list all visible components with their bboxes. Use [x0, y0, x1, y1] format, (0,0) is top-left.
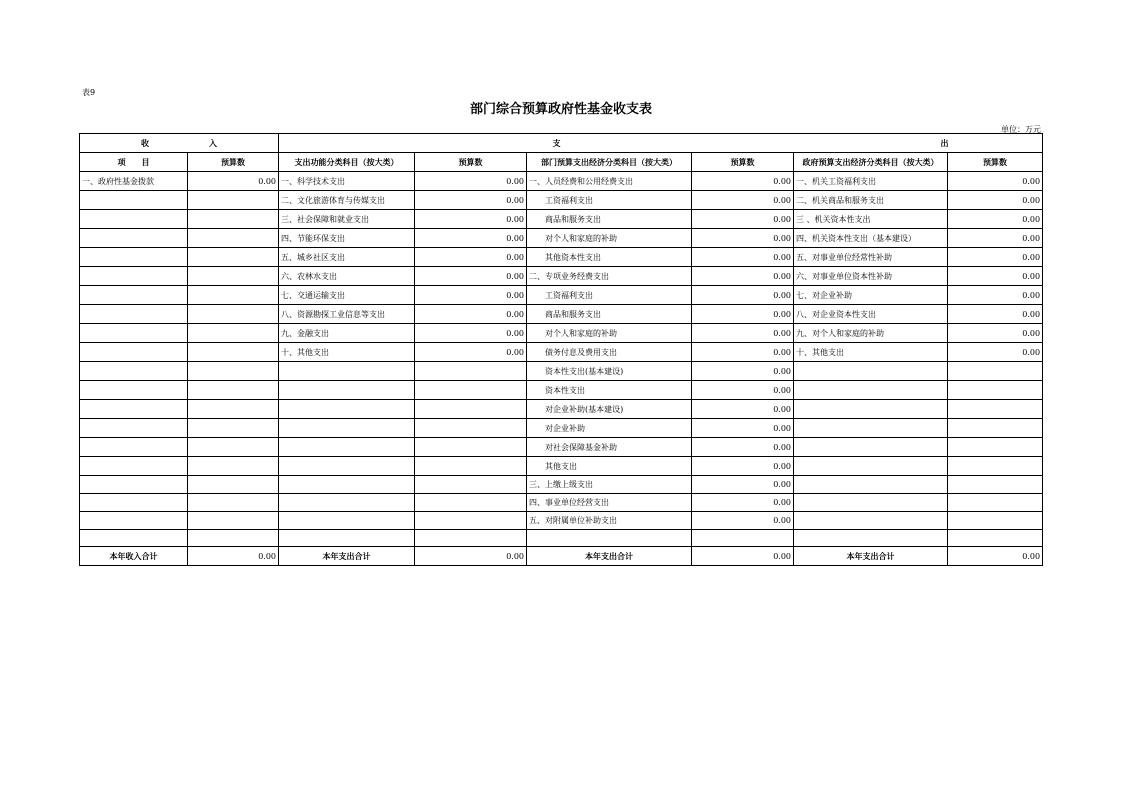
income-item	[80, 494, 188, 512]
dept-budget: 0.00	[692, 191, 794, 210]
func-class-item: 九、金融支出	[279, 324, 415, 343]
dept-budget: 0.00	[692, 438, 794, 457]
func-class-item	[279, 381, 415, 400]
table-row	[80, 172, 1043, 191]
table-row	[80, 324, 1043, 343]
income-item	[80, 381, 188, 400]
dept-econ-item: 对个人和家庭的补助	[527, 229, 692, 248]
totals-row	[80, 547, 1043, 566]
func-budget: 0.00	[415, 172, 527, 191]
dept-econ-item: 资本性支出(基本建设)	[527, 362, 692, 381]
table-row	[80, 286, 1043, 305]
dept-econ-item	[527, 530, 692, 547]
income-budget	[188, 530, 279, 547]
func-budget: 0.00	[415, 248, 527, 267]
gov-total-label: 本年支出合计	[794, 547, 948, 566]
income-budget	[188, 512, 279, 530]
income-item	[80, 362, 188, 381]
income-budget	[188, 457, 279, 476]
dept-econ-item: 债务付息及费用支出	[527, 343, 692, 362]
gov-budget: 0.00	[948, 343, 1043, 362]
func-class-item: 五、城乡社区支出	[279, 248, 415, 267]
func-budget	[415, 512, 527, 530]
dept-budget: 0.00	[692, 267, 794, 286]
income-budget	[188, 286, 279, 305]
income-budget: 0.00	[188, 172, 279, 191]
income-item	[80, 343, 188, 362]
income-item	[80, 324, 188, 343]
func-class-item: 八、资源勘探工业信息等支出	[279, 305, 415, 324]
table-row	[80, 267, 1043, 286]
func-class-item: 七、交通运输支出	[279, 286, 415, 305]
budget-table	[79, 133, 1043, 566]
dept-econ-item: 商品和服务支出	[527, 210, 692, 229]
income-item	[80, 419, 188, 438]
func-budget	[415, 381, 527, 400]
table-row	[80, 419, 1043, 438]
income-item	[80, 286, 188, 305]
func-budget	[415, 419, 527, 438]
income-item	[80, 400, 188, 419]
table-row	[80, 438, 1043, 457]
gov-budget: 0.00	[948, 286, 1043, 305]
income-item	[80, 512, 188, 530]
income-budget	[188, 476, 279, 494]
gov-econ-item	[794, 400, 948, 419]
func-class-item: 二、文化旅游体育与传媒支出	[279, 191, 415, 210]
func-budget: 0.00	[415, 229, 527, 248]
gov-budget: 0.00	[948, 248, 1043, 267]
income-budget	[188, 305, 279, 324]
dept-econ-item: 五、对附属单位补助支出	[527, 512, 692, 530]
gov-budget: 0.00	[948, 324, 1043, 343]
func-class-item	[279, 438, 415, 457]
func-class-item	[279, 400, 415, 419]
gov-econ-item: 六、对事业单位资本性补助	[794, 267, 948, 286]
gov-econ-item: 十、其他支出	[794, 343, 948, 362]
gov-econ-item: 二、机关商品和服务支出	[794, 191, 948, 210]
income-item	[80, 476, 188, 494]
gov-total-value: 0.00	[948, 547, 1043, 566]
col-gov-budget-header: 预算数	[948, 153, 1043, 172]
income-item	[80, 191, 188, 210]
table-row	[80, 343, 1043, 362]
dept-econ-item: 四、事业单位经营支出	[527, 494, 692, 512]
func-total-value: 0.00	[415, 547, 527, 566]
gov-econ-item	[794, 362, 948, 381]
func-budget: 0.00	[415, 324, 527, 343]
gov-budget	[948, 512, 1043, 530]
gov-budget	[948, 400, 1043, 419]
income-group-header	[80, 134, 279, 153]
gov-budget	[948, 438, 1043, 457]
dept-budget: 0.00	[692, 494, 794, 512]
col-project-header: 项 目	[80, 153, 188, 172]
gov-econ-item: 八、对企业资本性支出	[794, 305, 948, 324]
expense-group-header	[279, 134, 1043, 153]
income-item	[80, 248, 188, 267]
table-number: 表9	[82, 88, 96, 97]
dept-econ-item: 资本性支出	[527, 381, 692, 400]
gov-econ-item: 五、对事业单位经常性补助	[794, 248, 948, 267]
func-total-label: 本年支出合计	[279, 547, 415, 566]
gov-econ-item	[794, 381, 948, 400]
dept-econ-item: 商品和服务支出	[527, 305, 692, 324]
table-row	[80, 210, 1043, 229]
income-item	[80, 457, 188, 476]
gov-budget	[948, 476, 1043, 494]
table-row	[80, 512, 1043, 530]
table-row	[80, 248, 1043, 267]
gov-econ-item	[794, 476, 948, 494]
func-budget	[415, 438, 527, 457]
dept-econ-item: 对社会保障基金补助	[527, 438, 692, 457]
dept-budget: 0.00	[692, 286, 794, 305]
func-budget	[415, 530, 527, 547]
gov-econ-item: 七、对企业补助	[794, 286, 948, 305]
func-budget	[415, 476, 527, 494]
income-budget	[188, 419, 279, 438]
dept-econ-item: 对企业补助	[527, 419, 692, 438]
dept-budget: 0.00	[692, 324, 794, 343]
expense-char-1: 支	[552, 138, 561, 148]
table-row	[80, 362, 1043, 381]
gov-econ-item: 九、对个人和家庭的补助	[794, 324, 948, 343]
gov-budget: 0.00	[948, 172, 1043, 191]
income-budget	[188, 438, 279, 457]
dept-econ-item: 其他资本性支出	[527, 248, 692, 267]
func-class-item	[279, 494, 415, 512]
gov-budget	[948, 419, 1043, 438]
gov-econ-item	[794, 494, 948, 512]
gov-budget	[948, 381, 1043, 400]
table-row	[80, 530, 1043, 547]
gov-econ-item: 一、机关工资福利支出	[794, 172, 948, 191]
dept-budget: 0.00	[692, 229, 794, 248]
dept-total-label: 本年支出合计	[527, 547, 692, 566]
income-item: 一、政府性基金拨款	[80, 172, 188, 191]
gov-budget	[948, 362, 1043, 381]
table-row	[80, 305, 1043, 324]
func-class-item: 十、其他支出	[279, 343, 415, 362]
dept-budget: 0.00	[692, 248, 794, 267]
table-row	[80, 494, 1043, 512]
income-item	[80, 305, 188, 324]
table-row	[80, 457, 1043, 476]
expense-char-2: 出	[940, 138, 949, 148]
dept-budget: 0.00	[692, 362, 794, 381]
dept-econ-item: 工资福利支出	[527, 191, 692, 210]
gov-econ-item	[794, 419, 948, 438]
income-char-2: 入	[209, 138, 217, 148]
income-total-label: 本年收入合计	[80, 547, 188, 566]
gov-budget: 0.00	[948, 267, 1043, 286]
func-budget	[415, 362, 527, 381]
func-class-item: 一、科学技术支出	[279, 172, 415, 191]
income-budget	[188, 210, 279, 229]
page-title: 部门综合预算政府性基金收支表	[469, 102, 652, 117]
dept-econ-item: 对企业补助(基本建设)	[527, 400, 692, 419]
table-row	[80, 191, 1043, 210]
gov-budget	[948, 494, 1043, 512]
col-gov-econ-header: 政府预算支出经济分类科目（按大类）	[794, 153, 948, 172]
income-total-value: 0.00	[188, 547, 279, 566]
dept-econ-item: 一、人员经费和公用经费支出	[527, 172, 692, 191]
func-class-item	[279, 362, 415, 381]
income-budget	[188, 362, 279, 381]
income-item	[80, 229, 188, 248]
func-class-item: 四、节能环保支出	[279, 229, 415, 248]
func-class-item	[279, 457, 415, 476]
func-class-item	[279, 419, 415, 438]
dept-total-value: 0.00	[692, 547, 794, 566]
col-dept-econ-header: 部门预算支出经济分类科目（按大类）	[527, 153, 692, 172]
dept-econ-item: 对个人和家庭的补助	[527, 324, 692, 343]
func-budget: 0.00	[415, 343, 527, 362]
func-budget: 0.00	[415, 210, 527, 229]
col-income-budget-header: 预算数	[188, 153, 279, 172]
gov-econ-item	[794, 457, 948, 476]
unit-label: 单位：万元	[1001, 125, 1041, 134]
income-budget	[188, 248, 279, 267]
income-item	[80, 530, 188, 547]
dept-budget: 0.00	[692, 512, 794, 530]
dept-budget: 0.00	[692, 476, 794, 494]
func-class-item: 三、社会保障和就业支出	[279, 210, 415, 229]
gov-econ-item	[794, 512, 948, 530]
income-item	[80, 267, 188, 286]
income-budget	[188, 400, 279, 419]
gov-econ-item	[794, 438, 948, 457]
gov-econ-item	[794, 530, 948, 547]
dept-budget: 0.00	[692, 172, 794, 191]
func-budget: 0.00	[415, 286, 527, 305]
income-budget	[188, 343, 279, 362]
income-char-1: 收	[141, 138, 149, 148]
dept-budget: 0.00	[692, 210, 794, 229]
func-budget	[415, 400, 527, 419]
table-row	[80, 476, 1043, 494]
dept-econ-item: 其他支出	[527, 457, 692, 476]
gov-econ-item: 四、机关资本性支出（基本建设）	[794, 229, 948, 248]
gov-budget	[948, 530, 1043, 547]
func-budget: 0.00	[415, 267, 527, 286]
gov-budget: 0.00	[948, 229, 1043, 248]
table-row	[80, 229, 1043, 248]
gov-budget: 0.00	[948, 191, 1043, 210]
income-item	[80, 210, 188, 229]
table-row	[80, 400, 1043, 419]
dept-budget: 0.00	[692, 381, 794, 400]
dept-econ-item: 二、专项业务经费支出	[527, 267, 692, 286]
income-budget	[188, 229, 279, 248]
func-budget: 0.00	[415, 191, 527, 210]
gov-budget: 0.00	[948, 210, 1043, 229]
func-budget: 0.00	[415, 305, 527, 324]
col-func-budget-header: 预算数	[415, 153, 527, 172]
dept-budget: 0.00	[692, 419, 794, 438]
income-budget	[188, 191, 279, 210]
col-dept-budget-header: 预算数	[692, 153, 794, 172]
income-budget	[188, 381, 279, 400]
income-item	[80, 438, 188, 457]
func-budget	[415, 494, 527, 512]
dept-budget: 0.00	[692, 400, 794, 419]
func-class-item	[279, 530, 415, 547]
income-budget	[188, 267, 279, 286]
func-class-item	[279, 512, 415, 530]
func-class-item: 六、农林水支出	[279, 267, 415, 286]
dept-budget: 0.00	[692, 343, 794, 362]
dept-budget: 0.00	[692, 305, 794, 324]
income-budget	[188, 494, 279, 512]
dept-econ-item: 工资福利支出	[527, 286, 692, 305]
gov-econ-item: 三 、机关资本性支出	[794, 210, 948, 229]
gov-budget	[948, 457, 1043, 476]
func-budget	[415, 457, 527, 476]
func-class-item	[279, 476, 415, 494]
dept-econ-item: 三、上缴上级支出	[527, 476, 692, 494]
col-func-class-header: 支出功能分类科目（按大类）	[279, 153, 415, 172]
income-budget	[188, 324, 279, 343]
gov-budget: 0.00	[948, 305, 1043, 324]
dept-budget: 0.00	[692, 457, 794, 476]
table-row	[80, 381, 1043, 400]
dept-budget	[692, 530, 794, 547]
